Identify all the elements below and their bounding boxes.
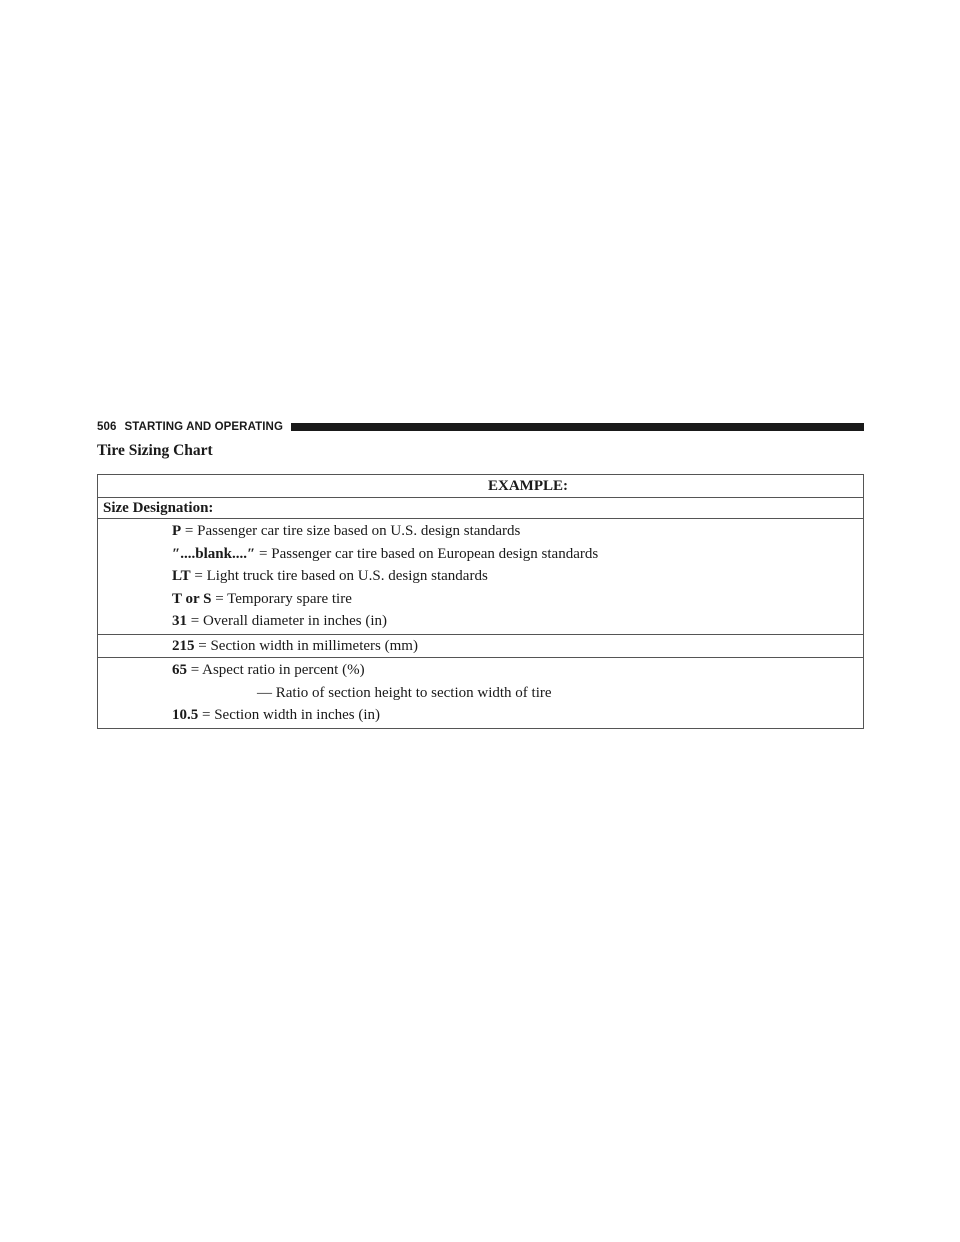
tire-sizing-table xyxy=(97,474,864,729)
table-row xyxy=(98,519,864,635)
definition: = Temporary spare tire xyxy=(211,590,352,607)
header-rule xyxy=(291,423,864,431)
list-item xyxy=(98,588,863,611)
section-title: STARTING AND OPERATING xyxy=(124,421,284,433)
list-item-note: — Ratio of section height to section width of tire xyxy=(257,684,552,701)
term: ″....blank....″ xyxy=(172,545,256,562)
term: 65 xyxy=(172,662,187,678)
definition: = Passenger car tire size based on U.S. design standards xyxy=(181,523,521,539)
definition: = Light truck tire based on U.S. design standards xyxy=(190,568,488,584)
table-row xyxy=(98,475,864,498)
list-item xyxy=(98,635,863,658)
designation-group-2 xyxy=(98,634,864,658)
chart-title: Tire Sizing Chart xyxy=(97,442,213,459)
list-item xyxy=(98,704,863,727)
list-item xyxy=(98,610,863,633)
table-row xyxy=(98,658,864,729)
term: 215 xyxy=(172,637,195,654)
list-item xyxy=(98,543,863,566)
designation-group-1 xyxy=(98,519,864,635)
term: 10.5 xyxy=(172,707,199,723)
term: LT xyxy=(172,568,191,584)
size-designation-label: Size Designation: xyxy=(98,498,864,519)
definition: = Overall diameter in inches (in) xyxy=(187,613,388,629)
example-header: EXAMPLE: xyxy=(98,475,864,498)
list-item xyxy=(98,520,863,543)
definition: = Aspect ratio in percent (%) xyxy=(187,662,365,678)
table-row xyxy=(98,498,864,519)
list-item xyxy=(98,565,863,588)
page-header xyxy=(97,419,864,435)
definition: = Passenger car tire based on European design standards xyxy=(255,545,599,562)
term: 31 xyxy=(172,613,187,629)
definition: = Section width in millimeters (mm) xyxy=(194,637,418,654)
term: P xyxy=(172,523,182,539)
page-number: 506 xyxy=(97,421,117,433)
table-row xyxy=(98,634,864,658)
list-item xyxy=(98,659,863,682)
designation-group-3 xyxy=(98,658,864,729)
term: T or S xyxy=(172,590,212,607)
definition: = Section width in inches (in) xyxy=(198,707,381,723)
